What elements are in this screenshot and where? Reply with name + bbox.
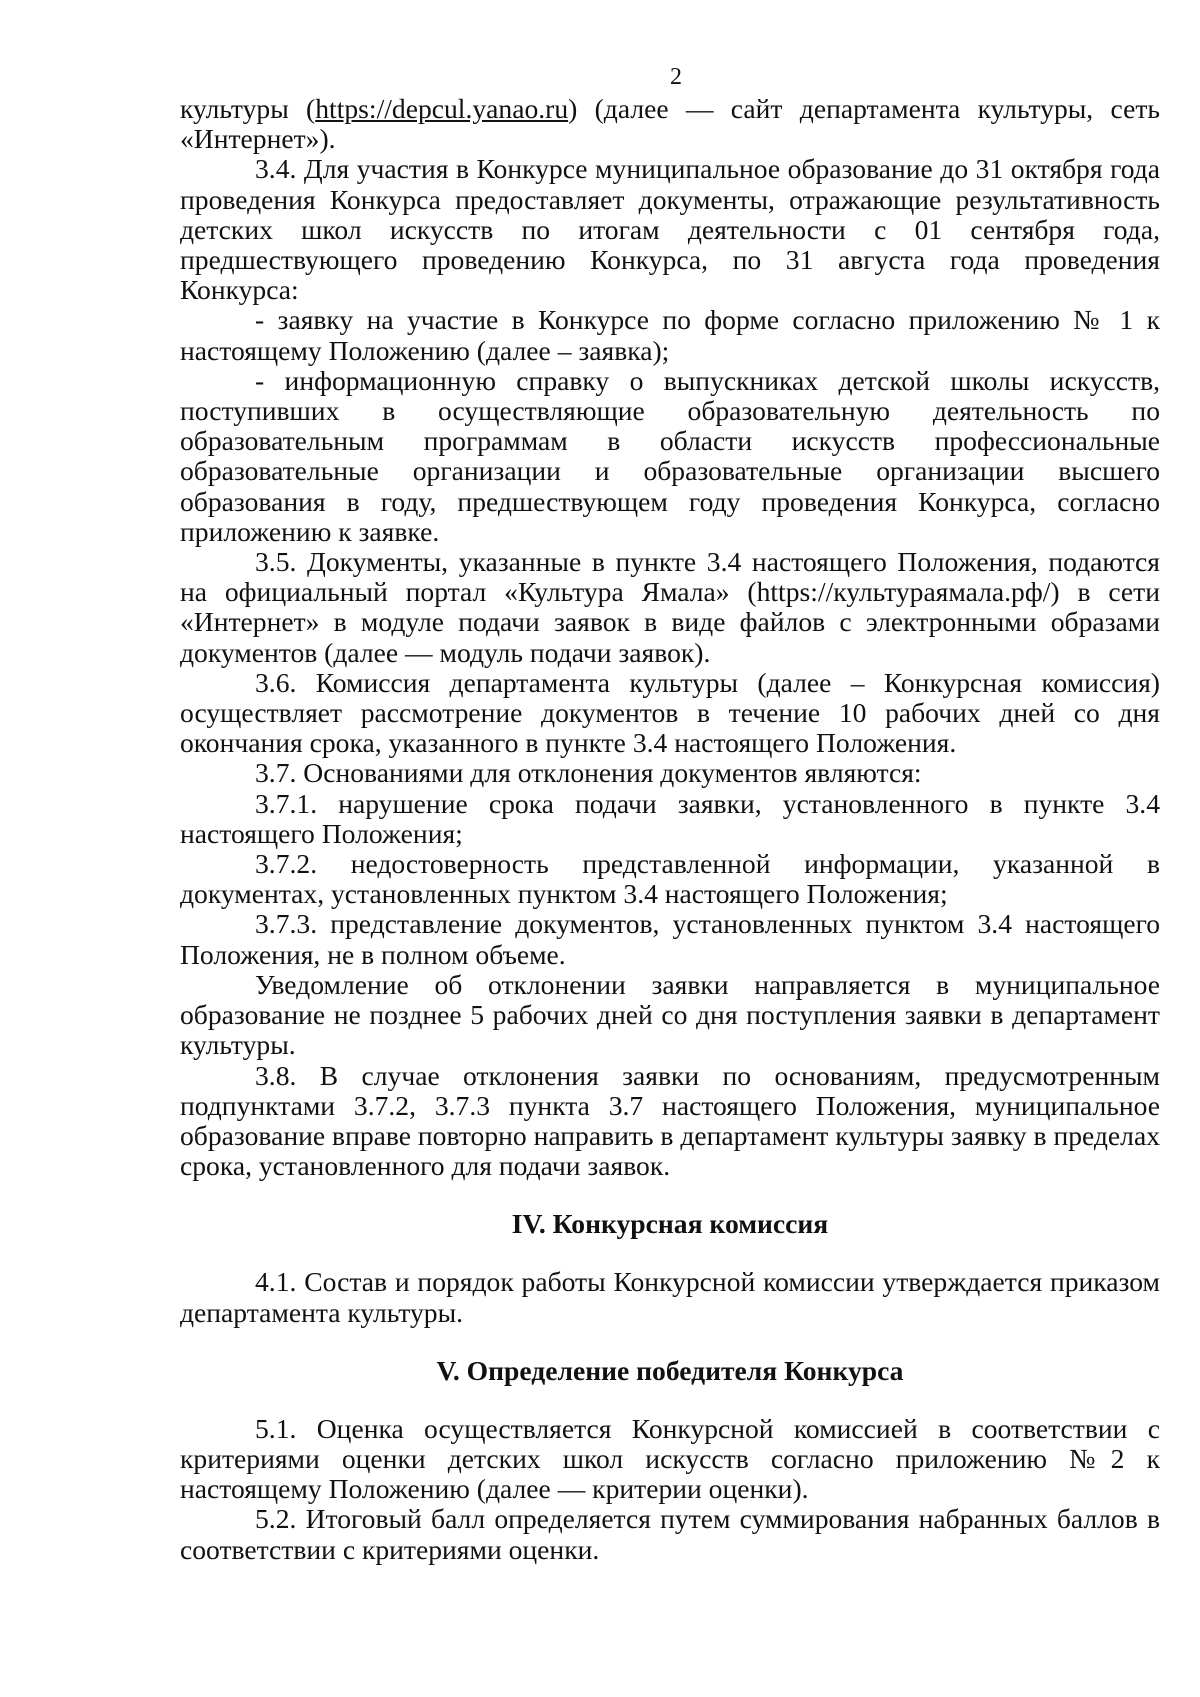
document-body [180,94,1160,1565]
paragraph-3-7-1: 3.7.1. нарушение срока подачи заявки, установленного в пункте 3.4 настоящего Положения; [180,787,1160,849]
paragraph-3-6: 3.6. Комиссия департамента культуры (далее – Конкурсная комиссия) осуществляет рассмотрение документов в течение 10 рабочих дней со дня окончания срока, указанного в пункте 3.4 настоящего Положения. [180,666,1160,759]
section-heading-v: V. Определение победителя Конкурса [436,1354,904,1386]
list-item-application: - заявку на участие в Конкурсе по форме согласно приложению № 1 к настоящему Положению (далее – заявка); [180,304,1160,366]
paragraph-3-7-2: 3.7.2. недостоверность представленной информации, указанной в документах, установленных пунктом 3.4 настоящего Положения; [180,848,1160,910]
paragraph-3-5: 3.5. Документы, указанные в пункте 3.4 настоящего Положения, подаются на официальный портал «Культура Ямала» (https://культураямала.рф/) в сети «Интернет» в модуле подачи заявок в виде файлов с электронными образами документов (далее — модуль подачи заявок). [180,546,1160,668]
paragraph-3-7: 3.7. Основаниями для отклонения документов являются: [255,757,922,789]
paragraph-text-pre: культуры ( [180,93,316,124]
paragraph-3-8: 3.8. В случае отклонения заявки по основаниям, предусмотренным подпунктами 3.7.2, 3.7.3 пункта 3.7 настоящего Положения, муниципальное образование вправе повторно направить в департамент культуры заявку в пределах срока, установленного для подачи заявок. [180,1059,1160,1182]
document-page [180,62,1160,1565]
paragraph-3-4: 3.4. Для участия в Конкурсе муниципальное образование до 31 октября года проведения Конкурса предоставляет документы, отражающие результативность детских школ искусств по итогам деятельности с 01 сентября года, предшествующего проведению Конкурса, по 31 августа года проведения Конкурса: [180,153,1160,306]
page-number: 2 [670,64,682,90]
depcul-link[interactable]: https://depcul.yanao.ru [315,93,569,124]
paragraph-4-1: 4.1. Состав и порядок работы Конкурсной комиссии утверждается приказом департамента культуры. [180,1266,1160,1328]
paragraph-5-2: 5.2. Итоговый балл определяется путем суммирования набранных баллов в соответствии с критериями оценки. [180,1503,1160,1565]
section-heading-iv: IV. Конкурсная комиссия [511,1208,829,1240]
paragraph-3-7-3: 3.7.3. представление документов, установленных пунктом 3.4 настоящего Положения, не в полном объеме. [180,908,1160,970]
list-item-info-note: - информационную справку о выпускниках детской школы искусств, поступивших в осуществляющие образовательную деятельность по образовательным программам в области искусств профессиональные образовательные организации и образовательные организации высшего образования в году, предшествующем году проведения Конкурса, согласно приложению к заявке. [180,364,1160,547]
paragraph-continuation [180,94,1160,154]
paragraph-5-1: 5.1. Оценка осуществляется Конкурсной комиссией в соответствии с критериями оценки детских школ искусств согласно приложению №2 к настоящему Положению (далее — критерии оценки). [180,1412,1160,1505]
paragraph-rejection-notice: Уведомление об отклонении заявки направляется в муниципальное образование не позднее 5 рабочих дней со дня поступления заявки в департамент культуры. [180,968,1160,1061]
paragraph-text-post: ) (далее — сайт департамента культуры, сеть «Интернет»). [180,93,1160,155]
